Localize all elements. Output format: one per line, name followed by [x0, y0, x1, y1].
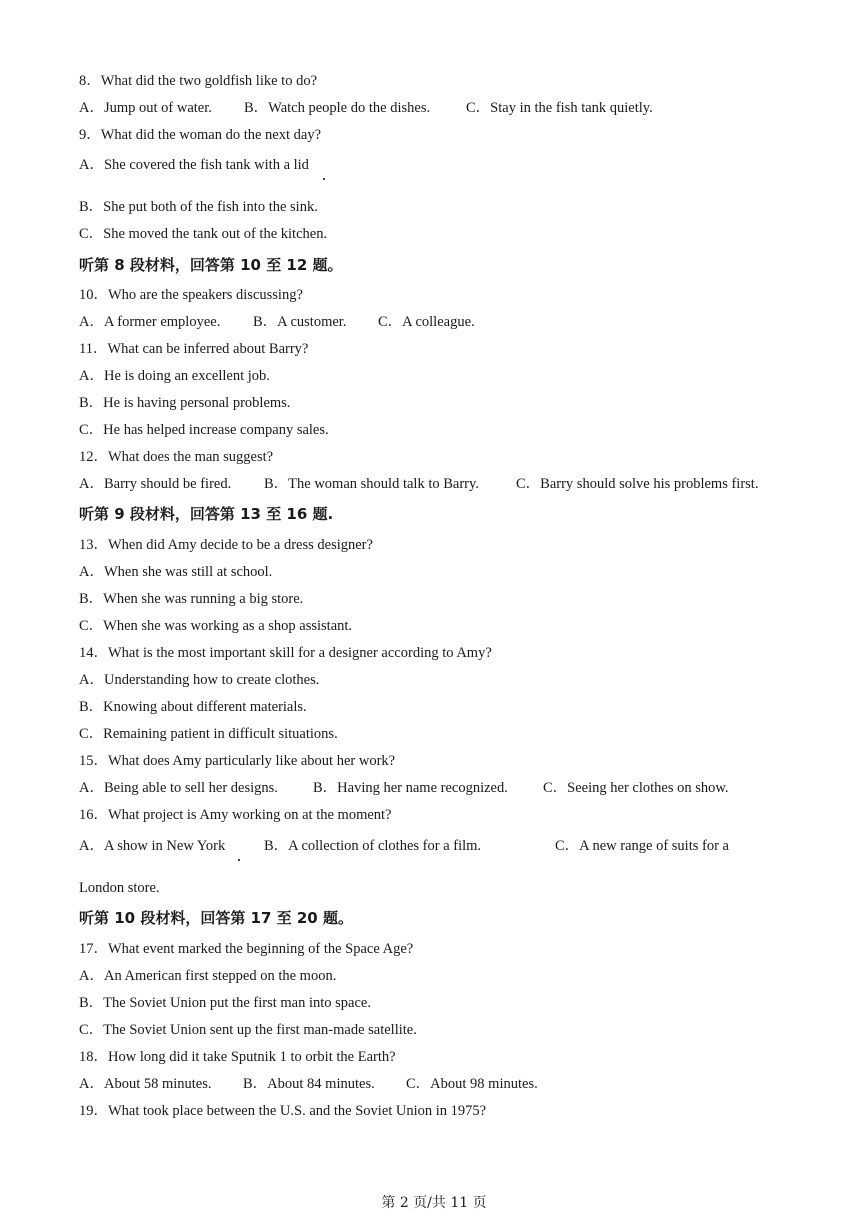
section-heading-8: 听第 8 段材料，回答第 10 至 12 题。 — [79, 256, 343, 274]
question-10: 10．Who are the speakers discussing? — [79, 287, 303, 303]
option-12a: A．Barry should be fired. — [79, 476, 232, 492]
option-16a: A．A show in New York — [79, 838, 226, 854]
question-18: 18．How long did it take Sputnik 1 to orbit the Earth? — [79, 1049, 396, 1065]
option-8c: C．Stay in the fish tank quietly. — [466, 100, 653, 116]
option-10b: B．A customer. — [253, 314, 347, 330]
stray-dot — [323, 178, 325, 180]
section-heading-10: 听第 10 段材料，回答第 17 至 20 题。 — [79, 909, 353, 927]
option-13b: B．When she was running a big store. — [79, 591, 304, 607]
option-14a: A．Understanding how to create clothes. — [79, 672, 320, 688]
option-18a: A．About 58 minutes. — [79, 1076, 212, 1092]
page-number-footer: 第 2 页/共 11 页 — [381, 1195, 487, 1211]
question-14: 14．What is the most important skill for a designer according to Amy? — [79, 645, 492, 661]
question-12: 12．What does the man suggest? — [79, 449, 274, 465]
option-11a: A．He is doing an excellent job. — [79, 368, 270, 384]
question-13: 13．When did Amy decide to be a dress designer? — [79, 537, 373, 553]
option-11b: B．He is having personal problems. — [79, 395, 291, 411]
stray-dot — [238, 859, 240, 861]
option-9c: C．She moved the tank out of the kitchen. — [79, 226, 328, 242]
question-16: 16．What project is Amy working on at the moment? — [79, 807, 392, 823]
option-15c: C．Seeing her clothes on show. — [543, 780, 729, 796]
option-9a: A．She covered the fish tank with a lid — [79, 157, 309, 173]
question-9: 9．What did the woman do the next day? — [79, 127, 322, 143]
question-15: 15．What does Amy particularly like about her work? — [79, 753, 396, 769]
option-9b: B．She put both of the fish into the sink. — [79, 199, 318, 215]
option-17c: C．The Soviet Union sent up the first man-made satellite. — [79, 1022, 417, 1038]
option-15b: B．Having her name recognized. — [313, 780, 508, 796]
option-10a: A．A former employee. — [79, 314, 221, 330]
option-8b: B．Watch people do the dishes. — [244, 100, 431, 116]
question-19: 19．What took place between the U.S. and the Soviet Union in 1975? — [79, 1103, 487, 1119]
option-14c: C．Remaining patient in difficult situations. — [79, 726, 338, 742]
option-12c: C．Barry should solve his problems first. — [516, 476, 759, 492]
option-18b: B．About 84 minutes. — [243, 1076, 375, 1092]
question-17: 17．What event marked the beginning of the Space Age? — [79, 941, 414, 957]
option-17b: B．The Soviet Union put the first man into space. — [79, 995, 371, 1011]
option-12b: B．The woman should talk to Barry. — [264, 476, 479, 492]
section-heading-9: 听第 9 段材料，回答第 13 至 16 题. — [79, 505, 334, 523]
option-15a: A．Being able to sell her designs. — [79, 780, 278, 796]
option-14b: B．Knowing about different materials. — [79, 699, 307, 715]
option-16c-continued: London store. — [79, 880, 160, 896]
option-13c: C．When she was working as a shop assistant. — [79, 618, 353, 634]
option-16c: C．A new range of suits for a — [555, 838, 729, 854]
option-17a: A．An American first stepped on the moon. — [79, 968, 337, 984]
option-18c: C．About 98 minutes. — [406, 1076, 538, 1092]
option-10c: C．A colleague. — [378, 314, 475, 330]
option-11c: C．He has helped increase company sales. — [79, 422, 329, 438]
option-16b: B．A collection of clothes for a film. — [264, 838, 482, 854]
option-8a: A．Jump out of water. — [79, 100, 212, 116]
question-11: 11．What can be inferred about Barry? — [79, 341, 309, 357]
question-8: 8．What did the two goldfish like to do? — [79, 73, 318, 89]
option-13a: A．When she was still at school. — [79, 564, 273, 580]
